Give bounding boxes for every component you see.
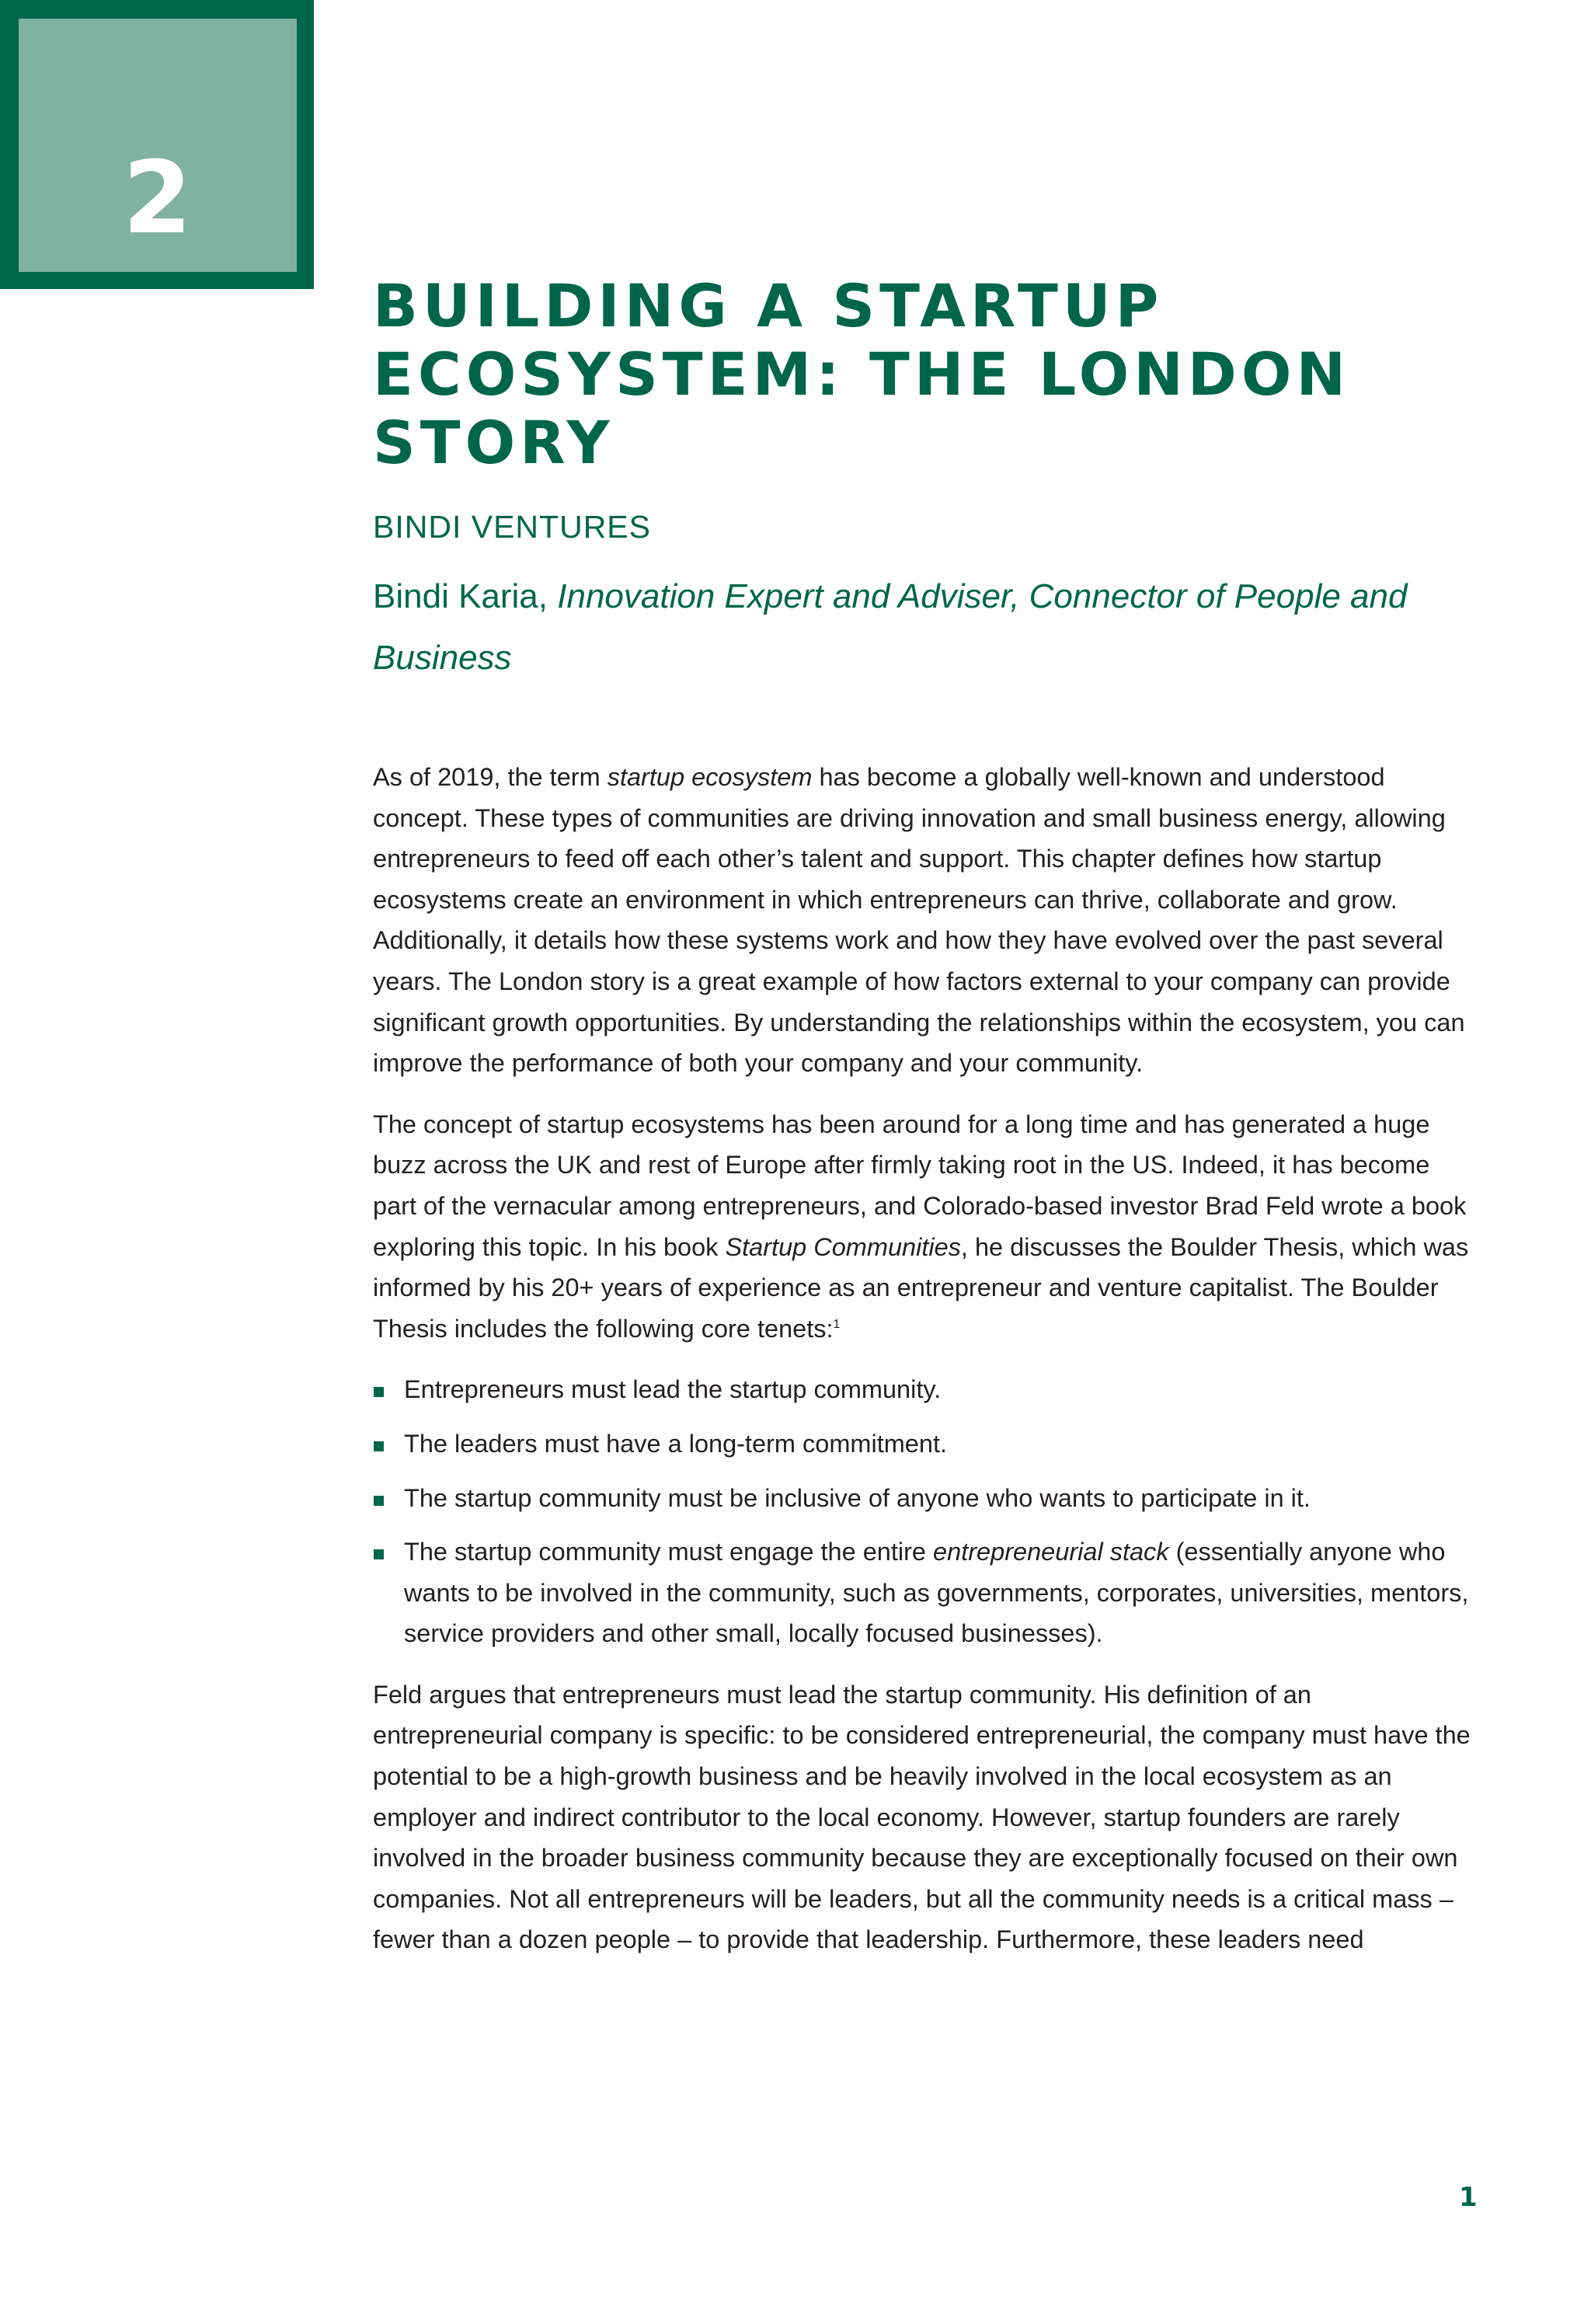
body-text — [373, 757, 1476, 1981]
paragraph-1 — [373, 757, 1476, 1084]
bullet-square-icon — [374, 1549, 384, 1559]
paragraph-2 — [373, 1104, 1476, 1350]
chapter-number: 2 — [123, 141, 193, 256]
author-line — [373, 566, 1476, 688]
list-item-text: The startup community must be inclusive of anyone who wants to participate in it. — [404, 1483, 1311, 1512]
core-tenets-list — [373, 1369, 1476, 1654]
bullet-square-icon — [374, 1441, 384, 1451]
author-role: Innovation Expert and Adviser, Connector of People and Business — [373, 577, 1408, 677]
bullet-square-icon — [374, 1387, 384, 1397]
bullet-square-icon — [374, 1496, 384, 1506]
author-name: Bindi Karia, — [373, 577, 548, 615]
footnote-marker: 1 — [833, 1317, 841, 1331]
list-item-italic: entrepreneurial stack — [933, 1538, 1169, 1566]
list-item-text: The leaders must have a long-term commitment. — [404, 1429, 948, 1458]
list-item — [373, 1478, 1476, 1519]
list-item — [373, 1531, 1476, 1654]
paragraph-2-italic: Startup Communities — [725, 1232, 961, 1261]
list-item-text-a: The startup community must engage the entire — [404, 1538, 934, 1566]
page-number: 1 — [1459, 2182, 1478, 2213]
chapter-title: BUILDING A STARTUP ECOSYSTEM: THE LONDON STORY — [373, 271, 1351, 477]
list-item-text: Entrepreneurs must lead the startup community. — [404, 1375, 942, 1404]
list-item-text-b: (essentially anyone who wants to be involved in the community, such as governments, corporates, universities, mentors, service providers and other small, locally focused businesses). — [404, 1538, 1469, 1648]
paragraph-1-text-b: has become a globally well-known and understood concept. These types of communities are driving innovation and small business energy, allowing entrepreneurs to feed off each other’s talent and support. This chapter defines how startup ecosystems create an environment in which entrepreneurs can thrive, collaborate and grow. Additionally, it details how these systems work and how they have evolved over the past several years. The London story is a great example of how factors external to your company can provide significant growth opportunities. By understanding the relationships within the ecosystem, you can improve the performance of both your company and your community. — [373, 763, 1465, 1078]
list-item — [373, 1423, 1476, 1465]
paragraph-1-italic: startup ecosystem — [607, 763, 813, 791]
paragraph-2-text-b: , he discusses the Boulder Thesis, which was informed by his 20+ years of experience as an entrepreneur and venture capitalist. The Boulder Thesis includes the following core tenets: — [373, 1232, 1469, 1343]
paragraph-2-text-a: The concept of startup ecosystems has been around for a long time and has generated a huge buzz across the UK and rest of Europe after firmly taking root in the US. Indeed, it has become part of the vernacular among entrepreneurs, and Colorado-based investor Brad Feld wrote a book exploring this topic. In his book — [373, 1110, 1467, 1261]
organization-name: BINDI VENTURES — [373, 509, 651, 545]
paragraph-1-text-a: As of 2019, the term — [373, 763, 608, 791]
list-item — [373, 1369, 1476, 1410]
paragraph-3: Feld argues that entrepreneurs must lead the startup community. His definition of an entrepreneurial company is specific: to be considered entrepreneurial, the company must have the potential to be a high-growth business and be heavily involved in the local ecosystem as an employer and indirect contributor to the local economy. However, startup founders are rarely involved in the broader business community because they are exceptionally focused on their own companies. Not all entrepreneurs will be leaders, but all the community needs is a critical mass – fewer than a dozen people – to provide that leadership. Furthermore, these leaders need — [373, 1680, 1471, 1954]
chapter-number-box — [0, 0, 314, 289]
